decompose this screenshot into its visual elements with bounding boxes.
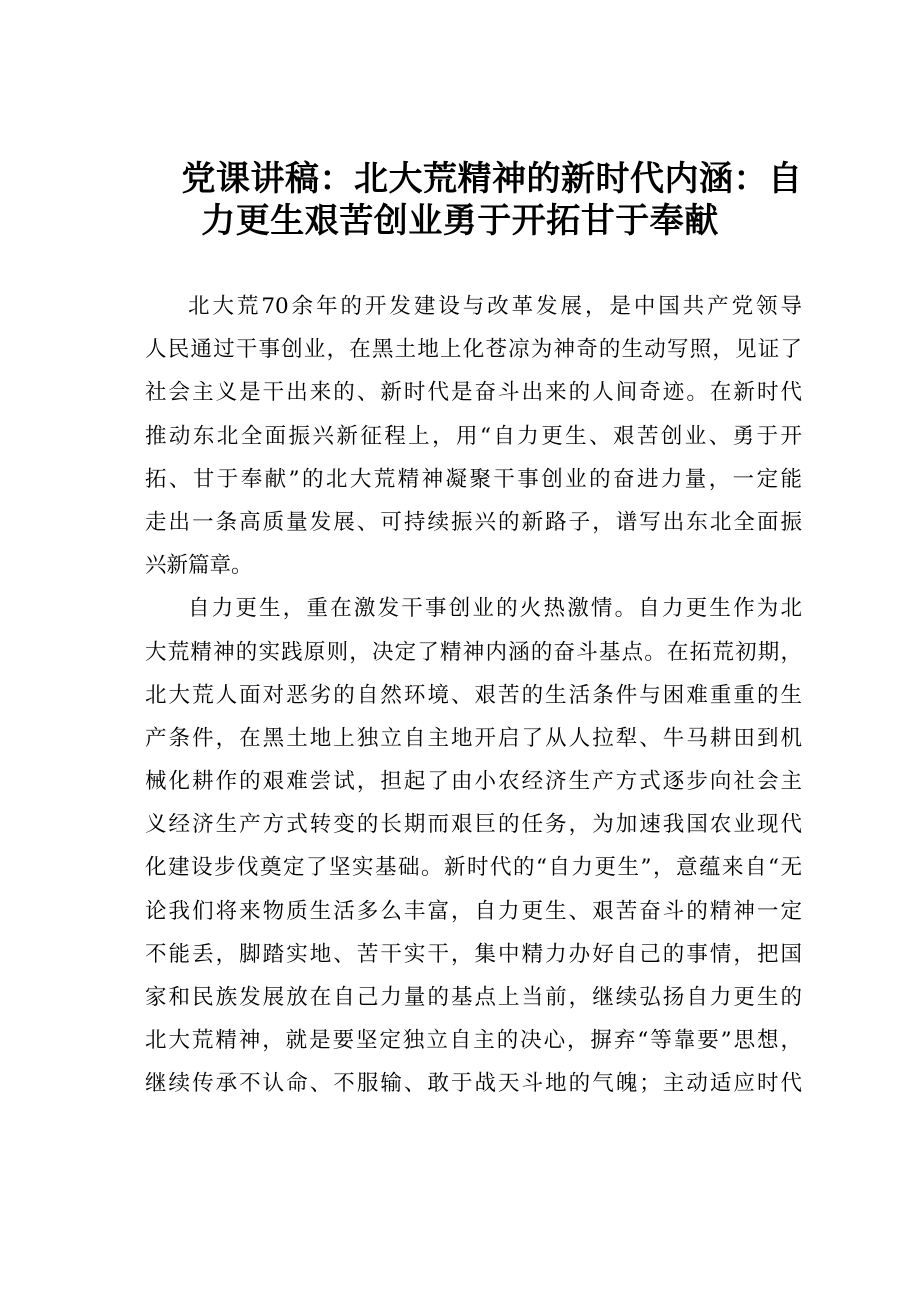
body-line: 产条件，在黑土地上独立自主地开启了从人拉犁、牛马耕田到机	[145, 725, 802, 751]
document-title-line: 力更生艰苦创业勇于开拓甘于奉献	[201, 201, 719, 241]
document-title	[0, 0, 920, 242]
body-line: 推动东北全面振兴新征程上，用“自力更生、艰苦创业、勇于开	[145, 423, 802, 449]
body-line: 兴新篇章。	[145, 553, 253, 579]
body-line: 社会主义是干出来的、新时代是奋斗出来的人间奇迹。在新时代	[145, 380, 802, 406]
body-line: 北大荒精神，就是要坚定独立自主的决心，摒弃“等靠要”思想，	[145, 1028, 802, 1054]
body-line: 械化耕作的艰难尝试，担起了由小农经济生产方式逐步向社会主	[145, 769, 802, 795]
body-line: 家和民族发展放在自己力量的基点上当前，继续弘扬自力更生的	[145, 985, 802, 1010]
body-line: 继续传承不认命、不服输、敢于战天斗地的气魄；主动适应时代	[145, 1071, 802, 1097]
paragraph	[145, 285, 802, 587]
body-line: 大荒精神的实践原则，决定了精神内涵的奋斗基点。在拓荒初期，	[145, 639, 802, 665]
body-line: 北大荒70余年的开发建设与改革发展，是中国共产党领导	[188, 294, 802, 319]
body-line: 北大荒人面对恶劣的自然环境、艰苦的生活条件与困难重重的生	[145, 682, 802, 708]
body-line: 不能丢，脚踏实地、苦干实干，集中精力办好自己的事情，把国	[145, 941, 802, 967]
paragraph	[145, 587, 802, 1105]
body-line: 走出一条高质量发展、可持续振兴的新路子，谱写出东北全面振	[145, 509, 802, 535]
document-body	[145, 285, 802, 1106]
body-line: 义经济生产方式转变的长期而艰巨的任务，为加速我国农业现代	[145, 812, 802, 838]
body-line: 拓、甘于奉献”的北大荒精神凝聚干事创业的奋进力量，一定能	[145, 466, 802, 492]
body-line: 论我们将来物质生活多么丰富，自力更生、艰苦奋斗的精神一定	[145, 898, 802, 924]
body-line: 化建设步伐奠定了坚实基础。新时代的“自力更生”，意蕴来自“无	[145, 855, 802, 881]
document-title-line: 党课讲稿：北大荒精神的新时代内涵：自	[181, 159, 803, 199]
body-line: 自力更生，重在激发干事创业的火热激情。自力更生作为北	[188, 596, 802, 622]
body-line: 人民通过干事创业，在黑土地上化苍凉为神奇的生动写照，见证了	[145, 337, 802, 363]
